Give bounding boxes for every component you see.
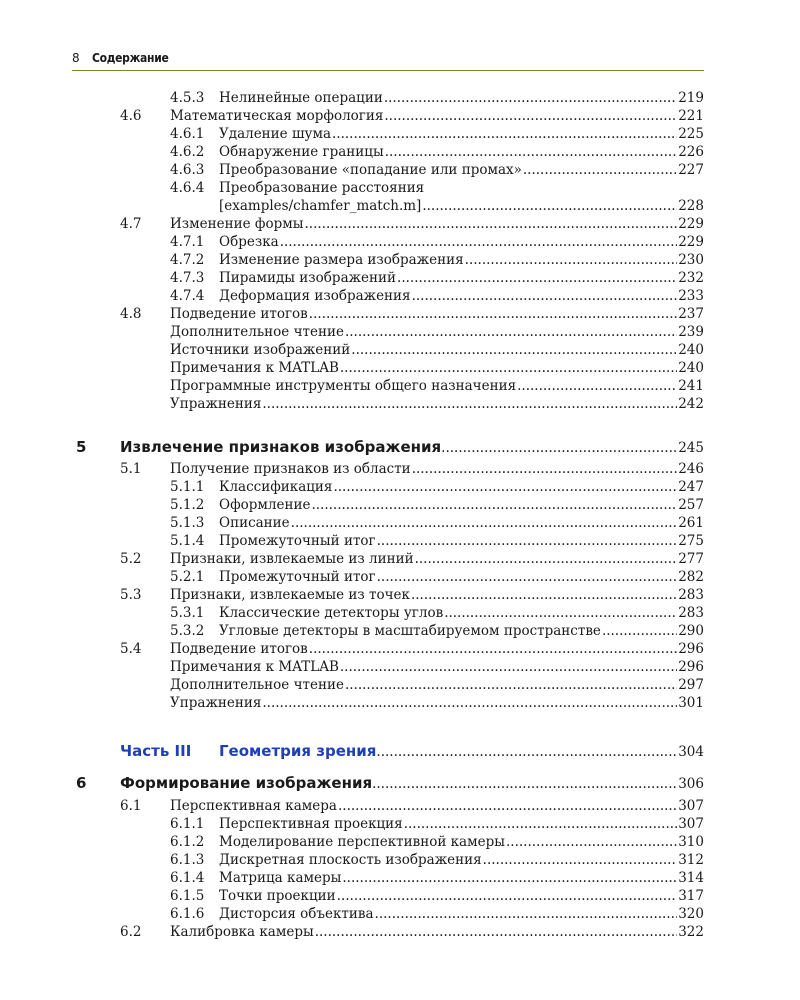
toc-leader-dots <box>377 532 678 550</box>
toc-entry-page: 282 <box>678 569 704 585</box>
toc-entry <box>219 125 704 143</box>
toc-leader-dots <box>412 460 678 478</box>
toc-leader-dots <box>441 438 678 458</box>
toc-leader-dots <box>375 905 678 923</box>
toc-entry-title: Обрезка <box>219 234 279 250</box>
toc-entry-number: 4.7 <box>120 216 142 232</box>
toc-entry <box>170 658 704 676</box>
toc-leader-dots <box>315 923 678 941</box>
toc-entry-page: 233 <box>678 288 704 304</box>
toc-leader-dots <box>309 640 677 658</box>
toc-entry-title: Примечания к MATLAB <box>170 360 339 376</box>
toc-entry-title: Оформление <box>219 497 311 513</box>
part-title: Геометрия зрения <box>219 742 377 760</box>
toc-entry <box>219 815 704 833</box>
toc-entry-page: 240 <box>678 342 704 358</box>
toc-entry-title: Источники изображений <box>170 342 351 358</box>
toc-leader-dots <box>332 125 677 143</box>
toc-leader-dots <box>291 514 678 532</box>
toc-entry-page: 237 <box>678 306 704 322</box>
toc-entry-title: Преобразование расстояния <box>219 180 425 196</box>
toc-entry-number: 5.1.1 <box>170 479 205 495</box>
toc-entry <box>170 460 704 478</box>
toc-leader-dots <box>304 215 677 233</box>
toc-entry-title: [examples/chamfer_match.m] <box>219 198 422 214</box>
toc-leader-dots <box>337 887 678 905</box>
toc-entry <box>170 395 704 413</box>
toc-entry-page: 301 <box>678 695 704 711</box>
toc-entry-number: 6.1.3 <box>170 852 205 868</box>
toc-entry <box>219 622 704 640</box>
toc-leader-dots <box>340 658 677 676</box>
toc-entry-number: 5.1.3 <box>170 515 205 531</box>
toc-entry-number: 6.1.5 <box>170 888 205 904</box>
toc-entry-title: Подведение итогов <box>170 306 308 322</box>
toc-entry-title: Изменение формы <box>170 216 304 232</box>
toc-leader-dots <box>345 323 677 341</box>
toc-entry-number: 5.3 <box>120 587 142 603</box>
toc-entry-number: 6.1.1 <box>170 816 205 832</box>
toc-leader-dots <box>411 586 677 604</box>
toc-entry-page: 229 <box>678 216 704 232</box>
chapter-number: 5 <box>76 438 87 456</box>
toc-entry <box>219 251 704 269</box>
toc-leader-dots <box>338 797 677 815</box>
toc-leader-dots <box>465 251 678 269</box>
toc-entry <box>219 532 704 550</box>
toc-entry <box>219 197 704 215</box>
toc-entry <box>170 694 704 712</box>
toc-entry-number: 6.1.4 <box>170 870 205 886</box>
toc-entry-page: 228 <box>678 198 704 214</box>
toc-entry-page: 322 <box>678 924 704 940</box>
toc-entry-title: Пирамиды изображений <box>219 270 397 286</box>
toc-entry-title: Перспективная проекция <box>219 816 403 832</box>
toc-entry-title: Удаление шума <box>219 126 332 142</box>
toc-entry-title: Изменение размера изображения <box>219 252 464 268</box>
toc-entry <box>219 161 704 179</box>
toc-entry-page: 283 <box>678 587 704 603</box>
toc-entry-number: 4.6 <box>120 108 142 124</box>
toc-leader-dots <box>345 676 677 694</box>
toc-leader-dots <box>602 622 677 640</box>
toc-entry-page: 296 <box>678 641 704 657</box>
toc-entry <box>170 676 704 694</box>
toc-entry-page: 277 <box>678 551 704 567</box>
toc-entry-number: 5.3.1 <box>170 605 205 621</box>
toc-entry <box>219 179 704 197</box>
toc-entry-number: 4.5.3 <box>170 90 205 106</box>
toc-entry-title: Получение признаков из области <box>170 461 411 477</box>
toc-leader-dots <box>397 269 677 287</box>
toc-entry-page: 227 <box>678 162 704 178</box>
toc-entry <box>219 233 704 251</box>
toc-entry-page: 290 <box>678 623 704 639</box>
chapter-title: Формирование изображения <box>120 774 373 792</box>
toc-entry-number: 4.6.4 <box>170 180 205 196</box>
toc-entry-title: Описание <box>219 515 290 531</box>
toc-leader-dots <box>262 395 677 413</box>
toc-entry-number: 4.7.2 <box>170 252 205 268</box>
toc-entry-title: Классические детекторы углов <box>219 605 444 621</box>
toc-entry-page: 225 <box>678 126 704 142</box>
toc-leader-dots <box>351 341 677 359</box>
toc-entry-title: Примечания к MATLAB <box>170 659 339 675</box>
toc-entry <box>170 107 704 125</box>
toc-entry <box>219 143 704 161</box>
toc-entry-page: 230 <box>678 252 704 268</box>
toc-leader-dots <box>280 233 678 251</box>
toc-entry-number: 5.1 <box>120 461 142 477</box>
toc-entry-number: 6.1 <box>120 798 142 814</box>
part-label: Часть III <box>120 742 192 760</box>
toc-entry-title: Дополнительное чтение <box>170 324 344 340</box>
chapter-entry <box>120 437 704 457</box>
chapter-title: Извлечение признаков изображения <box>120 438 442 456</box>
toc-entry-title: Калибровка камеры <box>170 924 314 940</box>
toc-leader-dots <box>523 161 677 179</box>
toc-leader-dots <box>506 833 677 851</box>
toc-leader-dots <box>262 694 677 712</box>
toc-leader-dots <box>404 815 678 833</box>
toc-entry <box>219 887 704 905</box>
running-header <box>72 48 704 71</box>
part-entry <box>219 741 704 761</box>
toc-leader-dots <box>385 143 678 161</box>
toc-entry <box>219 269 704 287</box>
toc-entry-page: 312 <box>678 852 704 868</box>
toc-leader-dots <box>340 359 677 377</box>
toc-entry-title: Упражнения <box>170 695 262 711</box>
toc-entry-title: Признаки, извлекаемые из точек <box>170 587 410 603</box>
toc-entry <box>219 851 704 869</box>
toc-entry <box>170 550 704 568</box>
toc-entry-page: 310 <box>678 834 704 850</box>
toc-entry <box>170 923 704 941</box>
toc-entry-page: 307 <box>678 816 704 832</box>
toc-entry-title: Точки проекции <box>219 888 336 904</box>
toc-entry <box>170 323 704 341</box>
toc-entry <box>170 359 704 377</box>
toc-entry-title: Подведение итогов <box>170 641 308 657</box>
toc-entry-page: 297 <box>678 677 704 693</box>
toc-leader-dots <box>342 869 677 887</box>
toc-entry-title: Промежуточный итог <box>219 533 376 549</box>
toc-leader-dots <box>517 377 677 395</box>
toc-entry <box>170 215 704 233</box>
toc-entry <box>170 586 704 604</box>
toc-entry-title: Классификация <box>219 479 333 495</box>
toc-entry-title: Дополнительное чтение <box>170 677 344 693</box>
toc-entry-title: Деформация изображения <box>219 288 411 304</box>
toc-entry-page: 283 <box>678 605 704 621</box>
chapter-page: 306 <box>678 776 704 792</box>
toc-entry-number: 4.6.2 <box>170 144 205 160</box>
toc-entry-number: 5.2.1 <box>170 569 205 585</box>
toc-entry-page: 226 <box>678 144 704 160</box>
toc-entry-title: Промежуточный итог <box>219 569 376 585</box>
toc-entry-number: 5.3.2 <box>170 623 205 639</box>
toc-leader-dots <box>444 604 677 622</box>
toc-entry-page: 307 <box>678 798 704 814</box>
toc-entry <box>219 89 704 107</box>
toc-entry-title: Программные инструменты общего назначения <box>170 378 517 394</box>
toc-entry-title: Преобразование «попадание или промах» <box>219 162 522 178</box>
toc-entry-page: 239 <box>678 324 704 340</box>
toc-entry-number: 5.1.4 <box>170 533 205 549</box>
toc-leader-dots <box>372 774 678 794</box>
toc-leader-dots <box>333 478 677 496</box>
toc-entry-number: 4.8 <box>120 306 142 322</box>
toc-entry-number: 5.2 <box>120 551 142 567</box>
toc-leader-dots <box>415 550 678 568</box>
toc-entry-page: 261 <box>678 515 704 531</box>
chapter-number: 6 <box>76 774 87 792</box>
toc-leader-dots <box>377 568 678 586</box>
toc-leader-dots <box>309 305 677 323</box>
toc-entry-number: 6.2 <box>120 924 142 940</box>
toc-entry <box>219 496 704 514</box>
toc-entry-title: Моделирование перспективной камеры <box>219 834 505 850</box>
toc-leader-dots <box>422 197 677 215</box>
toc-leader-dots <box>412 287 678 305</box>
toc-entry-page: 241 <box>678 378 704 394</box>
toc-entry-title: Матрица камеры <box>219 870 342 886</box>
toc-entry-number: 6.1.2 <box>170 834 205 850</box>
toc-entry <box>170 377 704 395</box>
chapter-entry <box>120 773 704 793</box>
toc-entry-page: 296 <box>678 659 704 675</box>
toc-entry-page: 314 <box>678 870 704 886</box>
running-title: Содержание <box>92 51 169 65</box>
toc-entry-number: 4.7.1 <box>170 234 205 250</box>
toc-entry <box>219 869 704 887</box>
toc-leader-dots <box>311 496 677 514</box>
toc-entry-page: 320 <box>678 906 704 922</box>
toc-entry-title: Признаки, извлекаемые из линий <box>170 551 414 567</box>
toc-entry-number: 4.7.3 <box>170 270 205 286</box>
toc-entry-page: 242 <box>678 396 704 412</box>
toc-entry-title: Угловые детекторы в масштабируемом пространстве <box>219 623 601 639</box>
toc-leader-dots <box>483 851 678 869</box>
toc-entry-page: 229 <box>678 234 704 250</box>
toc-entry <box>219 478 704 496</box>
toc-leader-dots <box>384 107 677 125</box>
toc-entry-page: 246 <box>678 461 704 477</box>
toc-entry <box>219 833 704 851</box>
toc-entry <box>219 287 704 305</box>
page-number: 8 <box>72 51 80 65</box>
toc-entry-number: 5.4 <box>120 641 142 657</box>
toc-entry-title: Обнаружение границы <box>219 144 384 160</box>
toc-entry <box>219 568 704 586</box>
toc-entry-number: 6.1.6 <box>170 906 205 922</box>
toc-entry-number: 4.6.1 <box>170 126 205 142</box>
toc-entry-page: 257 <box>678 497 704 513</box>
part-page: 304 <box>678 744 704 760</box>
toc-entry-title: Дисторсия объектива <box>219 906 374 922</box>
toc-entry-page: 232 <box>678 270 704 286</box>
toc-entry <box>170 640 704 658</box>
toc-entry-title: Упражнения <box>170 396 262 412</box>
toc-entry-number: 4.7.4 <box>170 288 205 304</box>
toc-entry-number: 4.6.3 <box>170 162 205 178</box>
toc-entry <box>219 905 704 923</box>
toc-entry-page: 317 <box>678 888 704 904</box>
toc-leader-dots <box>376 742 678 762</box>
chapter-page: 245 <box>678 440 704 456</box>
toc-entry-page: 219 <box>678 90 704 106</box>
toc-leader-dots <box>384 89 677 107</box>
toc-entry <box>170 341 704 359</box>
toc-entry-title: Математическая морфология <box>170 108 384 124</box>
toc-entry-number: 5.1.2 <box>170 497 205 513</box>
toc-entry-page: 221 <box>678 108 704 124</box>
toc-entry-page: 275 <box>678 533 704 549</box>
toc-entry-page: 240 <box>678 360 704 376</box>
toc-entry-title: Нелинейные операции <box>219 90 383 106</box>
toc-entry-title: Дискретная плоскость изображения <box>219 852 482 868</box>
toc-entry <box>219 604 704 622</box>
toc-entry <box>170 797 704 815</box>
toc-entry <box>170 305 704 323</box>
toc-entry-page: 247 <box>678 479 704 495</box>
toc-entry <box>219 514 704 532</box>
toc-entry-title: Перспективная камера <box>170 798 337 814</box>
